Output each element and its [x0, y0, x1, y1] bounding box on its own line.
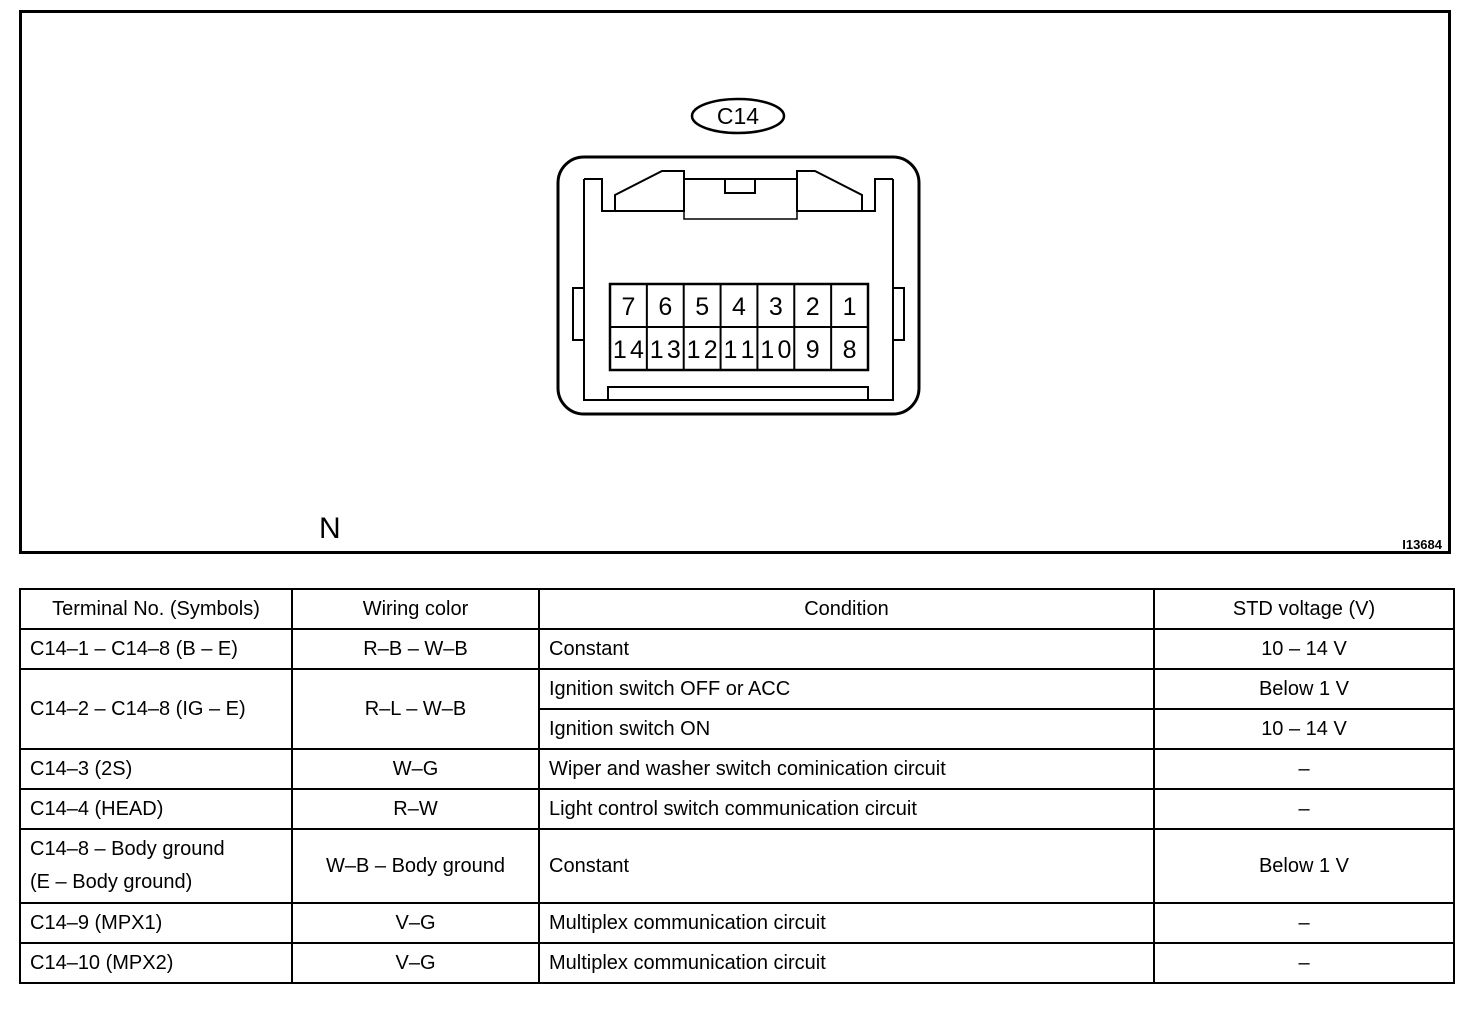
table-row: [20, 629, 1454, 669]
pin-number-11: 11: [723, 336, 755, 364]
voltage-cell: –: [1154, 903, 1454, 943]
pin-number-4: 4: [732, 293, 746, 321]
pin-number-2: 2: [805, 293, 820, 321]
voltage-cell: –: [1154, 943, 1454, 983]
terminal-line-2: (E – Body ground): [30, 871, 193, 893]
table-row: [20, 749, 1454, 789]
wiring-color-cell: R–B – W–B: [292, 629, 539, 669]
header-std-voltage: STD voltage (V): [1154, 589, 1454, 629]
header-terminal: Terminal No. (Symbols): [20, 589, 292, 629]
pin-number-13: 13: [649, 336, 681, 364]
terminal-line-1: C14–8 – Body ground: [30, 838, 225, 860]
table-row: [20, 789, 1454, 829]
table-row: [20, 829, 1454, 903]
terminal-cell: C14–3 (2S): [20, 749, 292, 789]
pin-number-6: 6: [658, 293, 673, 321]
connector-inner-wall: [584, 179, 893, 400]
condition-cell: Constant: [539, 829, 1154, 903]
right-lock-tab: [797, 171, 862, 211]
terminal-cell: [20, 829, 292, 903]
right-side-rib: [893, 288, 904, 340]
wiring-color-cell: W–G: [292, 749, 539, 789]
condition-cell: Wiper and washer switch cominication circuit: [539, 749, 1154, 789]
voltage-cell: –: [1154, 789, 1454, 829]
wiring-color-cell: R–L – W–B: [292, 669, 539, 749]
lock-latch: [725, 179, 755, 193]
condition-cell: Ignition switch ON: [539, 709, 1154, 749]
wiring-color-cell: W–B – Body ground: [292, 829, 539, 903]
terminal-cell: C14–9 (MPX1): [20, 903, 292, 943]
pin-number-7: 7: [621, 293, 636, 321]
voltage-cell: Below 1 V: [1154, 669, 1454, 709]
pin-number-10: 10: [760, 336, 792, 364]
connector-label: C14: [716, 103, 760, 129]
header-condition: Condition: [539, 589, 1154, 629]
left-lock-tab: [615, 171, 684, 211]
wiring-color-cell: V–G: [292, 943, 539, 983]
voltage-cell: 10 – 14 V: [1154, 629, 1454, 669]
terminal-cell: C14–10 (MPX2): [20, 943, 292, 983]
condition-cell: Multiplex communication circuit: [539, 903, 1154, 943]
pin-labels: [613, 293, 857, 364]
connector-drawing: [22, 13, 1448, 551]
pin-number-14: 14: [612, 336, 644, 364]
terminal-cell: C14–1 – C14–8 (B – E): [20, 629, 292, 669]
voltage-cell: –: [1154, 749, 1454, 789]
header-wiring-color: Wiring color: [292, 589, 539, 629]
terminal-spec-table: [19, 588, 1455, 984]
pin-number-5: 5: [695, 293, 710, 321]
voltage-cell: Below 1 V: [1154, 829, 1454, 903]
wiring-color-cell: V–G: [292, 903, 539, 943]
table-row: [20, 669, 1454, 709]
condition-cell: Multiplex communication circuit: [539, 943, 1154, 983]
view-letter: N: [319, 512, 341, 545]
voltage-cell: 10 – 14 V: [1154, 709, 1454, 749]
condition-cell: Ignition switch OFF or ACC: [539, 669, 1154, 709]
connector-housing: [558, 157, 919, 414]
pin-number-12: 12: [686, 336, 718, 364]
condition-cell: Light control switch communication circuit: [539, 789, 1154, 829]
pin-number-1: 1: [842, 293, 857, 321]
pin-number-9: 9: [805, 336, 820, 364]
pin-number-8: 8: [842, 336, 857, 364]
table-row: [20, 903, 1454, 943]
left-side-rib: [573, 288, 584, 340]
condition-cell: Constant: [539, 629, 1154, 669]
figure-id: I13684: [1402, 537, 1442, 552]
wiring-color-cell: R–W: [292, 789, 539, 829]
terminal-cell: C14–4 (HEAD): [20, 789, 292, 829]
terminal-cell: C14–2 – C14–8 (IG – E): [20, 669, 292, 749]
table-header-row: [20, 589, 1454, 629]
table-row: [20, 943, 1454, 983]
pin-number-3: 3: [768, 293, 783, 321]
connector-diagram: [19, 10, 1451, 554]
